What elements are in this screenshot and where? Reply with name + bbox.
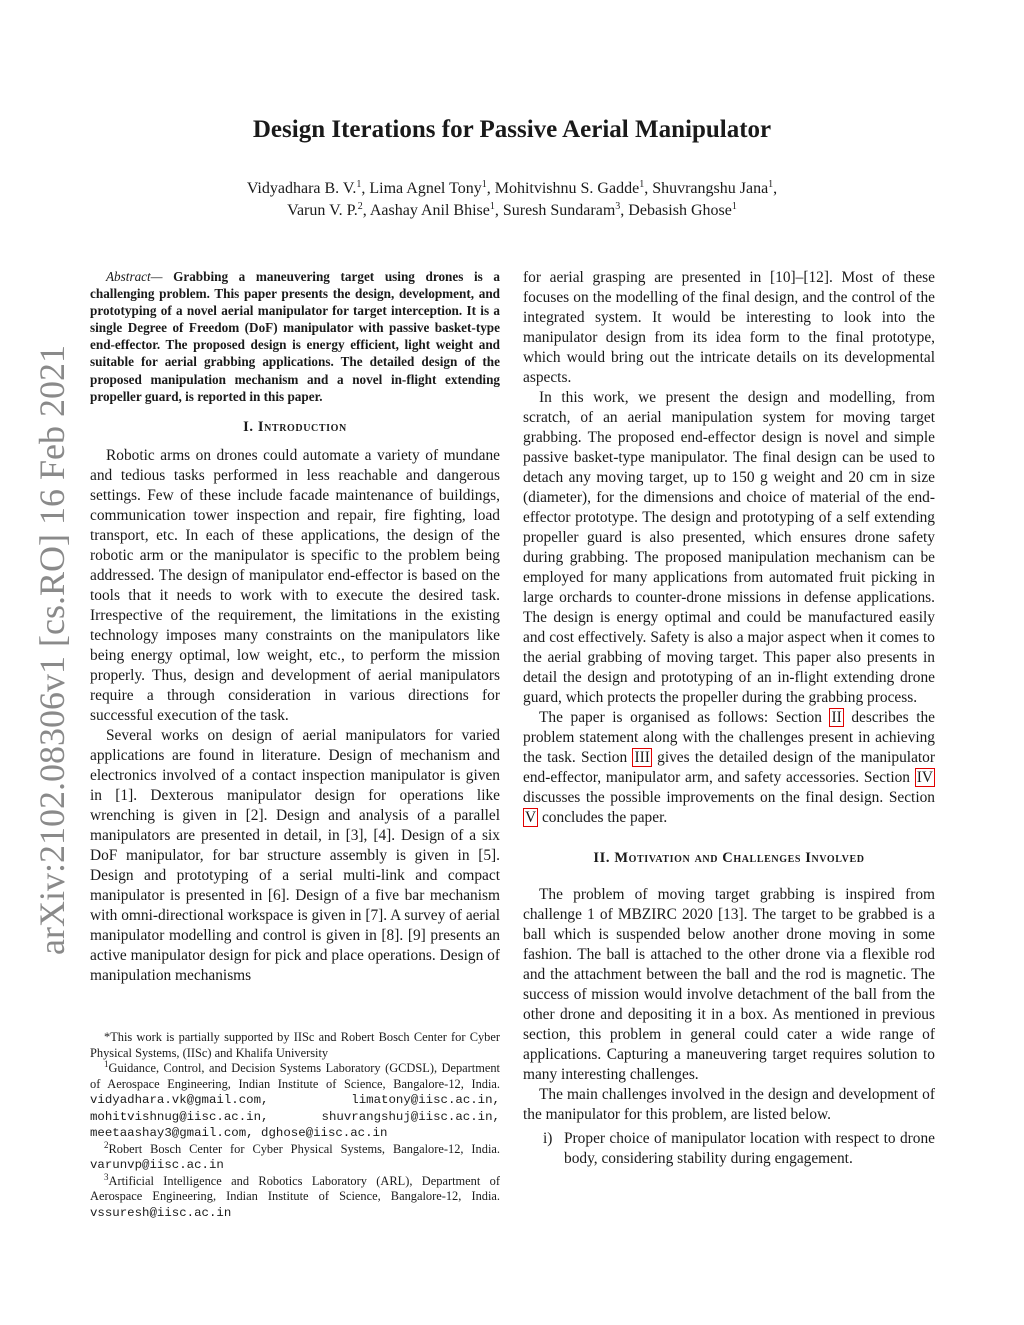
author: Suresh Sundaram$^3$,: [502, 201, 629, 219]
intro-paragraph-2: Several works on design of aerial manipulators for varied applications are found in literature. Design of mechanism and electronics involved of a contact inspection manipulator is given in [1]. Dexterous manipulator design for operations like wrenching is given in [2]. Design and analysis of a parallel manipulators are presented in detail, in [3], [4]. Design of a six DoF manipulator, for bar structure assembly is given in [5]. Design and prototyping of a serial multi-link and compact manipulator is presented in [6]. Design of a five bar mechanism with omni-directional workspace is given in [7]. A survey of aerial manipulator modelling and control is given in [8]. [9] presents an active manipulator design for pick and place operations. Design of manipulation mechanisms: [90, 726, 500, 984]
arxiv-stamp: arXiv:2102.08306v1 [cs.RO] 16 Feb 2021: [32, 345, 72, 955]
intro-paragraph-2-continued: for aerial grasping are presented in [10]–[12]. Most of these focuses on the modelling of the final design, and the control of the integrated system. It would be interesting to look into the manipulator design from its idea form to the final prototype, which would bring out the intricate details on its developmental aspects.: [523, 269, 935, 386]
author: Varun V. P.$^2$,: [287, 201, 370, 219]
intro-paragraph-1: Robotic arms on drones could automate a variety of mundane and tedious tasks performed in less reachable and dangerous settings. Few of these include facade maintenance of buildings, communication tower inspection and repair, fire fighting, load transport, etc. In each of these applications, the design of the robotic arm or the manipulator is specific to the problem being addressed. The design of manipulator end-effector is based on the tools that it needs to work with to execute the desired task. Irrespective of the requirement, the limitations in the existing technology imposes many constraints on the manipulators like being energy optimal, low weight, etc., to perform the mission properly. Thus, design and development of aerial manipulators require a through consideration in various directions for successful execution of the task.: [90, 446, 500, 724]
intro-paragraph-organisation: The paper is organised as follows: Section II describes the problem statement along with the challenges present in achieving the task. Section III gives the detailed design of the manipulator end-effector, manipulator arm, and safety accessories. Section IV discusses the possible improvements on the final design. Section V concludes the paper.: [523, 709, 935, 826]
section-heading-introduction: I. Introduction: [243, 418, 347, 435]
motivation-paragraph-1: The problem of moving target grabbing is inspired from challenge 1 of MBZIRC 2020 [13]. The target to be grabbed is a ball which is suspended below another drone moving in some fashion. The ball is attached to the other drone via a flexible rod and the attachment between the ball and the rod is magnetic. The success of mission would involve detachment of the ball from the other drone and depositing it in a box. As mentioned in previous section, this problem in general could cater a wide range of applications. Capturing a maneuvering target requires solution to many interesting challenges.: [523, 886, 935, 1083]
challenge-list-item: i) Proper choice of manipulator location with respect to drone body, considering stability during engagement.: [543, 1130, 935, 1167]
paper-title: Design Iterations for Passive Aerial Manipulator: [252, 116, 772, 143]
footnote-1: $^1$Guidance, Control, and Decision Systems Laboratory (GCDSL), Department of Aerospace Engineering, Indian Institute of Science, Bangalore-12, India. vidyadhara.vk@gmail.com, limatony@iisc.ac.in, mohitvishnug@iisc.ac.in, shuvrangshuj@iisc.ac.in, meetaashay3@gmail.com, dghose@iisc.ac.in: [90, 1059, 500, 1140]
footnote-3: $^3$Artificial Intelligence and Robotics Laboratory (ARL), Department of Aerospace Engineering, Indian Institute of Science, Bangalore-12, India. vssuresh@iisc.ac.in: [90, 1171, 500, 1220]
author: Debasish Ghose$^1$: [628, 201, 737, 219]
left-column: [90, 268, 500, 986]
section-ref-link[interactable]: III: [634, 749, 650, 766]
abstract-text: Grabbing a maneuvering target using drones is a challenging problem. This paper presents the design, development, and prototyping of a novel aerial manipulator for target interception. It is a single Degree of Freedom (DoF) manipulator with passive basket-type end-effector. The proposed design is energy efficient, light weight and suitable for aerial grabbing applications. The detailed design of the proposed manipulation mechanism and a novel in-flight extending propeller guard, is reported in this paper.: [90, 269, 501, 404]
author: Vidyadhara B. V.$^1$,: [246, 179, 370, 197]
section-heading-motivation: II. Motivation and Challenges Involved: [593, 850, 865, 866]
author-line-1: [0, 178, 1024, 200]
author: Shuvrangshu Jana$^1$,: [652, 179, 778, 197]
author: Lima Agnel Tony$^1$,: [369, 179, 495, 197]
section-ref-link[interactable]: II: [831, 709, 842, 726]
right-column: [523, 268, 935, 1169]
section-ref-link[interactable]: V: [525, 809, 537, 826]
footnotes: [90, 1030, 500, 1221]
footnote-funding: *This work is partially supported by IISc and Robert Bosch Center for Cyber Physical Systems, (IISc) and Khalifa University: [90, 1030, 500, 1060]
section-ref-link[interactable]: IV: [916, 769, 933, 786]
footnote-2-email: varunvp@iisc.ac.in: [90, 1158, 224, 1172]
intro-paragraph-3: In this work, we present the design and modelling, from scratch, of an aerial manipulation system for moving target grabbing. The proposed end-effector design is novel and simple passive basket-type manipulator. The final design can be used to detach any moving target, up to 150 g weight and 20 cm in size (diameter), for the dimensions and choice of material of the end-effector prototype. The design and prototyping of a self extending propeller guard is also presented, which ensures drone safety during grabbing. The proposed manipulation mechanism can be employed for many applications from automated fruit picking in large orchards to counter-drone missions in defense applications. The design is energy optimal and could be manufactured easily and cost effectively. Safety is also a major aspect when it comes to the aerial grabbing of moving target. This paper also presents in detail the design and prototyping of an in-flight extending drone guard, which protects the propeller during the grabbing process.: [523, 389, 935, 706]
author: Mohitvishnu S. Gadde$^1$,: [494, 179, 653, 197]
author-line-2: [0, 200, 1024, 222]
footnote-2: $^2$Robert Bosch Center for Cyber Physical Systems, Bangalore-12, India. varunvp@iisc.ac.in: [90, 1139, 500, 1172]
abstract-label: Abstract: [106, 269, 151, 284]
footnote-1-emails: vidyadhara.vk@gmail.com, limatony@iisc.ac.in, mohitvishnug@iisc.ac.in, shuvrangshuj@iisc.ac.in, meetaashay3@gmail.com, dghose@iisc.ac.in: [90, 1093, 500, 1140]
author: Aashay Anil Bhise$^1$,: [369, 201, 503, 219]
motivation-paragraph-2: The main challenges involved in the design and development of the manipulator for this problem, are listed below.: [523, 1086, 935, 1123]
abstract: Abstract— Grabbing a maneuvering target using drones is a challenging problem. This paper presents the design, development, and prototyping of a novel aerial manipulator for target interception. It is a single Degree of Freedom (DoF) manipulator with passive basket-type end-effector. The proposed design is energy efficient, light weight and suitable for aerial grabbing applications. The detailed design of the proposed manipulation mechanism and a novel in-flight extending propeller guard, is reported in this paper.: [90, 269, 501, 404]
footnote-3-email: vssuresh@iisc.ac.in: [90, 1205, 232, 1220]
author-list: [0, 178, 1024, 222]
